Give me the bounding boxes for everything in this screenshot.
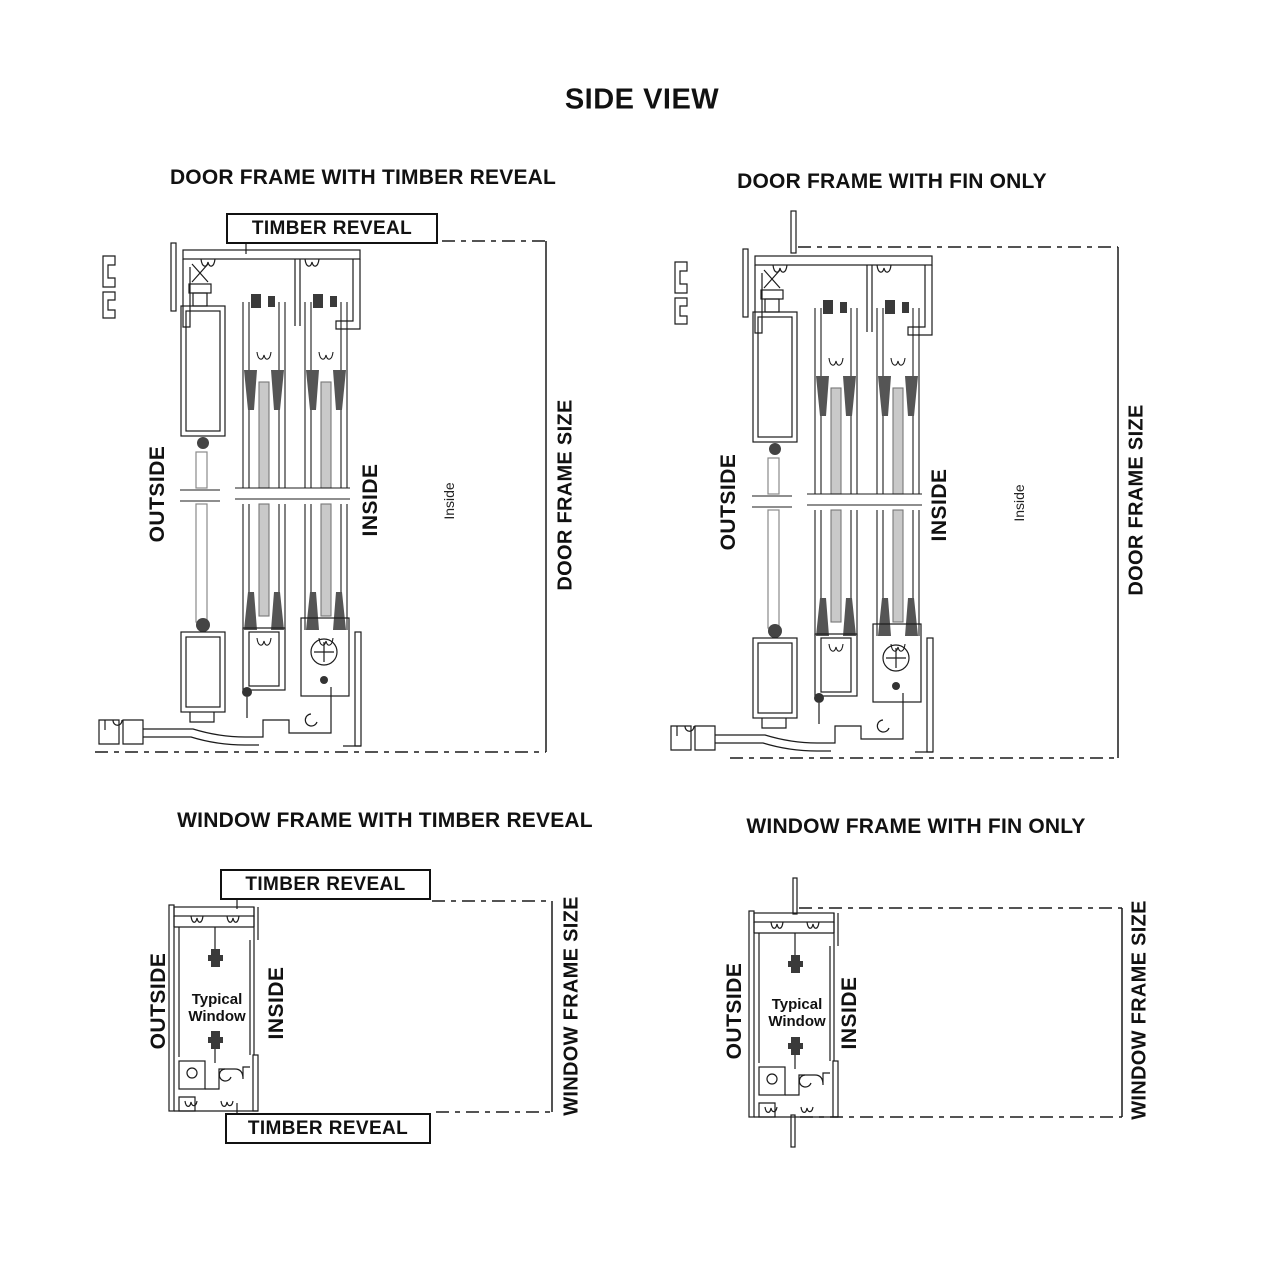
window-timber-reveal-bottom-label: TIMBER REVEAL (247, 1117, 409, 1139)
window-reveal-outside-label: OUTSIDE (147, 952, 170, 1050)
door-fin (791, 211, 796, 253)
door-fin-outside-label: OUTSIDE (717, 453, 740, 551)
door-fin-inside-label: INSIDE (928, 468, 951, 542)
door-timber-reveal-label: TIMBER REVEAL (251, 217, 413, 239)
door-section-fin-drawing (671, 249, 933, 752)
door-section-timber-reveal-drawing (99, 243, 361, 746)
window-timber-reveal-top-label: TIMBER REVEAL (245, 873, 406, 895)
page-title: SIDE VIEW (564, 83, 720, 116)
window-fin-frame-size-label: WINDOW FRAME SIZE (1128, 900, 1151, 1120)
window-reveal-title: WINDOW FRAME WITH TIMBER REVEAL (177, 809, 593, 832)
door-reveal-inside-note: Inside (441, 482, 457, 520)
window-fin-typical-window-note: Typical Window (768, 995, 826, 1030)
window-fin-top (793, 878, 797, 914)
window-timber-reveal-box-top (220, 869, 431, 900)
window-timber-reveal-box-bottom (225, 1113, 431, 1144)
window-reveal-typical-window-note: Typical Window (188, 990, 246, 1025)
door-fin-frame-size-label: DOOR FRAME SIZE (1125, 404, 1148, 596)
door-fin-title: DOOR FRAME WITH FIN ONLY (737, 170, 1047, 193)
door-timber-reveal-box (226, 213, 438, 244)
window-reveal-frame-size-label: WINDOW FRAME SIZE (560, 896, 583, 1116)
door-fin-inside-note: Inside (1011, 484, 1027, 522)
window-fin-title: WINDOW FRAME WITH FIN ONLY (746, 815, 1086, 838)
window-reveal-inside-label: INSIDE (265, 966, 288, 1040)
door-reveal-outside-label: OUTSIDE (146, 445, 169, 543)
door-reveal-inside-label: INSIDE (359, 463, 382, 537)
window-fin-outside-label: OUTSIDE (723, 962, 746, 1060)
window-fin-inside-label: INSIDE (838, 976, 861, 1050)
door-reveal-title: DOOR FRAME WITH TIMBER REVEAL (169, 166, 557, 189)
door-reveal-frame-size-label: DOOR FRAME SIZE (554, 399, 577, 591)
window-fin-bottom (791, 1115, 795, 1147)
